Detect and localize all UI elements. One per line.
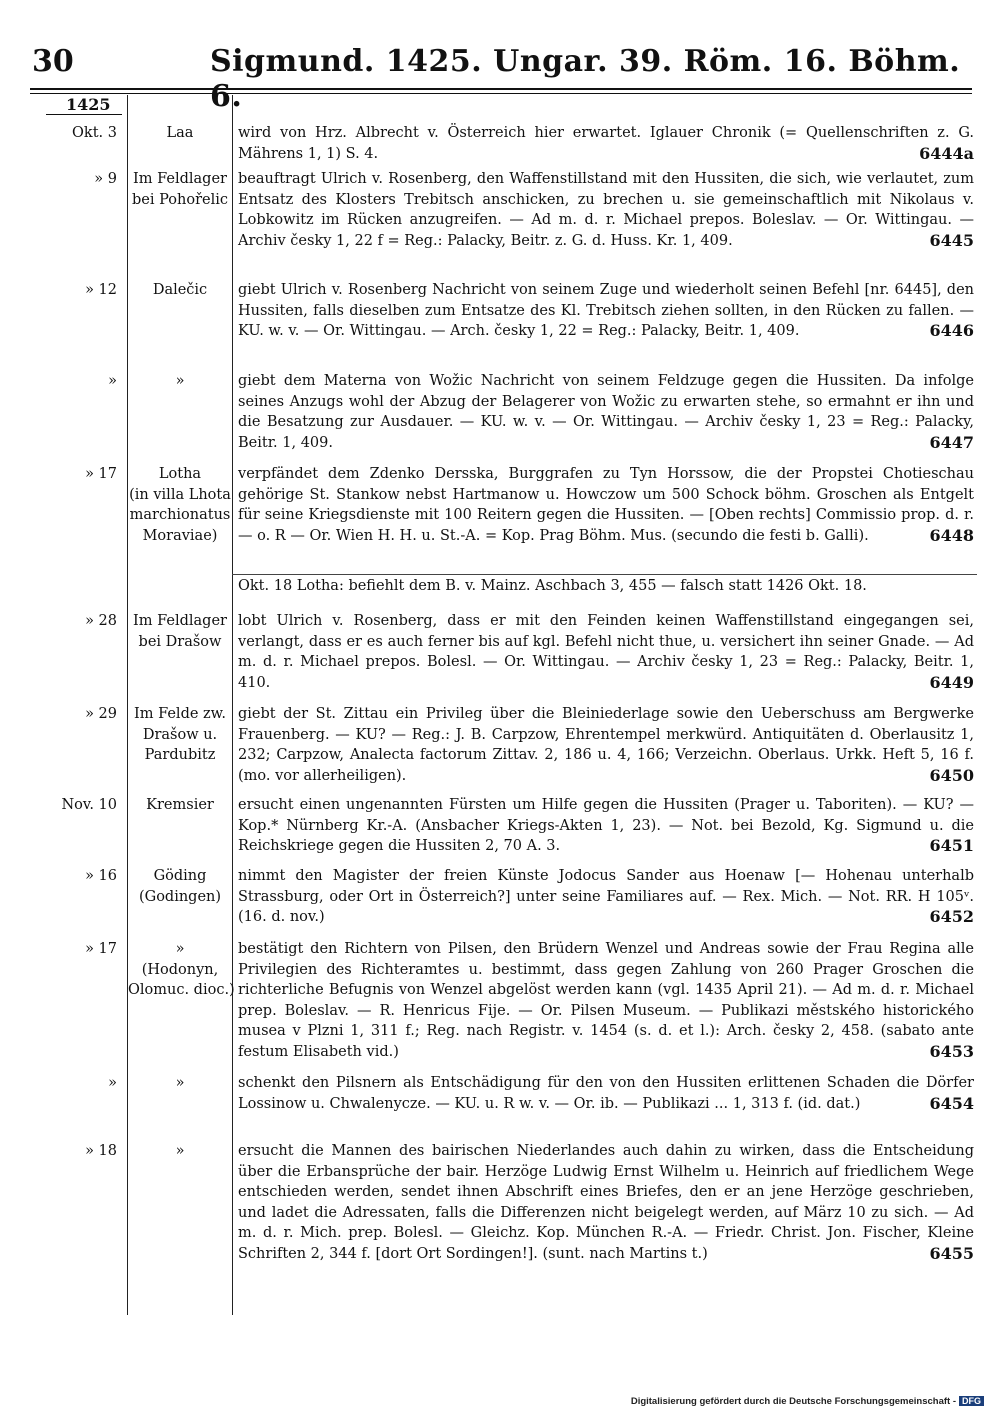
entry-place-line: Pardubitz (144, 747, 216, 763)
entry-place-line: Im Feldlager (133, 171, 227, 187)
entry-number: 6455 (929, 1243, 974, 1263)
entry-place (128, 371, 232, 392)
entry-text (238, 795, 974, 857)
note-rule (232, 574, 977, 575)
entry-number: 6453 (929, 1041, 974, 1061)
correction-note: Okt. 18 Lotha: befiehlt dem B. v. Mainz. Aschbach 3, 455 — falsch statt 1426 Okt. 18. (238, 578, 867, 594)
entry-text (238, 866, 974, 928)
year-rule (46, 114, 122, 115)
entry-text (238, 169, 974, 251)
entry-number: 6446 (929, 321, 974, 340)
entry-place-line: (Godingen) (138, 888, 222, 905)
entry-number: 6454 (929, 1093, 974, 1113)
entry-place-line: » (175, 1143, 185, 1159)
entry-body: nimmt den Magister der freien Künste Jodocus Sander aus Hoenaw [— Hohenau unterhalb Strassburg, oder Ort in Österreich?] unter seine Familiares auf. — Rex. Mich. — Not. RR. H 105ᵛ. (16. d. nov.) (238, 868, 974, 925)
entry-body: ersucht einen ungenannten Fürsten um Hilfe gegen die Hussiten (Prager u. Taboriten). — KU? — Kop.* Nürnberg Kr.-A. (Ansbacher Kriegs-Akten 1, 23). — Not. bei Bezold, Kg. Sigmund u. die Reichskriege gegen die Hussiten 2, 70 A. 3. (238, 797, 974, 854)
entry-body: wird von Hrz. Albrecht v. Österreich hier erwartet. Iglauer Chronik (= Quellenschriften z. G. Mährens 1, 1) S. 4. (238, 125, 974, 162)
entry-date: » 17 (85, 941, 117, 957)
entry-date: » 16 (85, 868, 117, 884)
entry-body: schenkt den Pilsnern als Entschädigung für den von den Hussiten erlittenen Schaden die Dörfer Lossinow u. Chwalenycze. — KU. u. R w. v. — Or. ib. — Publikazi ... 1, 313 f. (id. dat.) (238, 1075, 974, 1112)
entry-number: 6447 (929, 432, 974, 452)
entry-text (238, 704, 974, 786)
header-rule-thin (30, 93, 972, 94)
page-title: Sigmund. 1425. Ungar. 39. Röm. 16. Böhm. 6. (210, 44, 961, 114)
entry-place-line: Moraviae) (142, 527, 218, 544)
entry-text (238, 1073, 974, 1114)
entry-place-line: marchionatus (129, 507, 231, 523)
entry-place-line: bei Drašow (138, 633, 222, 650)
entry-place-line: Drašow u. (142, 726, 218, 743)
entry-place-line: Lotha (158, 466, 202, 482)
entry-place (128, 611, 232, 652)
entry-place-line: Im Felde zw. (134, 706, 226, 722)
entry-number: 6445 (929, 230, 974, 250)
entry-place-line: » (175, 941, 185, 957)
entry-place (128, 123, 232, 144)
entry-text (238, 464, 974, 546)
entry-number: 6451 (929, 836, 974, 855)
entry-place-line: bei Pohořelic (132, 191, 228, 208)
header-rule (30, 88, 972, 90)
entry-date: » 17 (85, 466, 117, 482)
entry-date: » 9 (94, 171, 117, 187)
entry-body: beauftragt Ulrich v. Rosenberg, den Waffenstillstand mit den Hussiten, die sich, wie verlautet, zum Entsatz des Klosters Trebitsch anschicken, zu brechen u. sie gemeinschaftlich mit Nikolaus v. Lobkowitz im Rücken anzugreifen. — Ad m. d. r. Michael prepos. Boleslav. — Or. Wittingau. — Archiv česky 1, 22 f = Reg.: Palacky, Beitr. z. G. d. Huss. Kr. 1, 409. (238, 171, 974, 249)
footer-credit (631, 1396, 984, 1407)
entry-date: » 18 (85, 1143, 117, 1159)
entry-date: » 12 (85, 282, 117, 298)
entry-number: 6452 (929, 907, 974, 926)
column-divider-text (232, 95, 233, 1315)
entry-text (238, 123, 974, 164)
entry-date: Nov. 10 (61, 797, 117, 813)
entry-body: giebt der St. Zittau ein Privileg über die Bleiniederlage sowie den Ueberschuss am Bergwerke Frauenberg. — KU? — Reg.: J. B. Carpzow, Ehrentempel merkwürd. Antiquitäten d. Oberlausitz 1, 232; Carpzow, Analecta factorum Zittav. 2, 186 u. 4, 166; Verzeichn. Oberlaus. Urkk. Heft 5, 16 f. (mo. vor allerheiligen). (238, 706, 974, 784)
entry-date: Okt. 3 (72, 125, 117, 141)
entry-body: ersucht die Mannen des bairischen Niederlandes auch dahin zu wirken, dass die Entscheidung über die Erbansprüche der bair. Herzöge Ludwig Ernst Wilhelm u. Heinrich auf friedlichem Wege entschieden werden, sendet ihnen Abschrift eines Briefes, den er an jene Herzöge geschrieben, und ladet die Adressaten, falls die Differenzen nicht beigelegt werden, auf März 10 zu sich. — Ad m. d. r. Mich. prep. Bolesl. — Gleichz. Kop. München R.-A. — Friedr. Christ. Jon. Fischer, Kleine Schriften 2, 344 f. [dort Ort Sordingen!]. (sunt. nach Martins t.) (238, 1143, 974, 1262)
entry-place (128, 939, 235, 1001)
entry-place-line: Laa (166, 125, 194, 141)
footer-text: Digitalisierung gefördert durch die Deutsche Forschungsgemeinschaft - (630, 1396, 956, 1407)
entry-number: 6449 (929, 672, 974, 692)
entry-place (128, 795, 232, 816)
entry-place-line: » (175, 373, 185, 389)
entry-text (238, 280, 974, 342)
entry-date: » (108, 1075, 117, 1091)
entry-place-line: Kremsier (146, 797, 214, 813)
entry-date: » 28 (85, 613, 117, 629)
entry-text (238, 371, 974, 453)
year-heading: 1425 (66, 95, 111, 114)
entry-place (128, 1141, 232, 1162)
entry-place (128, 866, 232, 907)
entry-place-line: (in villa Lhota (129, 486, 231, 503)
entry-place (128, 1073, 232, 1094)
entry-place-line: Göding (153, 868, 207, 884)
entry-place-line: Im Feldlager (133, 613, 227, 629)
entry-number: 6448 (929, 525, 974, 545)
entry-number: 6444a (919, 143, 974, 163)
dfg-logo: DFG (959, 1396, 984, 1406)
entry-place-line: » (175, 1075, 185, 1091)
entry-place (128, 704, 232, 766)
entry-place (128, 464, 232, 546)
entry-text (238, 939, 974, 1062)
entry-date: » 29 (85, 706, 117, 722)
entry-body: giebt Ulrich v. Rosenberg Nachricht von seinem Zuge und wiederholt seinen Befehl [nr. 6445], den Hussiten, falls dieselben zum Entsatze des Kl. Trebitsch ziehen sollten, in den Rücken zu fallen. — KU. w. v. — Or. Wittingau. — Arch. česky 1, 22 = Reg.: Palacky, Beitr. 1, 409. (238, 282, 974, 339)
entry-body: bestätigt den Richtern von Pilsen, den Brüdern Wenzel und Andreas sowie der Frau Regina alle Privilegien des Richteramtes u. bestimmt, dass gegen Zahlung von 260 Prager Groschen die richterliche Befugnis von Wenzel abgelöst werden kann (vgl. 1435 April 21). — Ad m. d. r. Michael prep. Boleslav. — R. Henricus Fije. — Or. Pilsen Museum. — Publikazi městského historického musea v Plzni 1, 311 f.; Reg. nach Registr. v. 1454 (s. d. et l.): Arch. česky 2, 458. (sabato ante festum Elisabeth vid.) (238, 941, 974, 1060)
entry-body: giebt dem Materna von Wožic Nachricht von seinem Feldzuge gegen die Hussiten. Da infolge seines Anzugs wohl der Abzug der Belagerer von Wožic zu erwarten stehe, so ermahnt er ihn und die Besatzung zur Ausdauer. — KU. w. v. — Or. Wittingau. — Archiv česky 1, 23 = Reg.: Palacky, Beitr. 1, 409. (238, 373, 974, 451)
entry-place (128, 280, 232, 301)
page-number: 30 (32, 44, 74, 79)
entry-place (128, 169, 232, 210)
entry-number: 6450 (929, 765, 974, 785)
entry-text (238, 1141, 974, 1264)
entry-place-line: Dalečic (152, 282, 208, 298)
entry-place-line: (Hodonyn, (141, 961, 219, 978)
entry-text (238, 611, 974, 693)
entry-body: verpfändet dem Zdenko Dersska, Burggrafen zu Tyn Horssow, die der Propstei Chotieschau gehörige St. Stankow nebst Hartmanow u. Howczow um 500 Schock böhm. Groschen als Entgelt für seine Kriegsdienste mit 100 Reitern gegen die Hussiten. — [Oben rechts] Commissio prop. d. r. — o. R — Or. Wien H. H. u. St.-A. = Kop. Prag Böhm. Mus. (secundo die festi b. Galli). (238, 466, 974, 544)
entry-body: lobt Ulrich v. Rosenberg, dass er mit den Feinden keinen Waffenstillstand eingegangen sei, verlangt, dass er es auch ferner bis auf kgl. Befehl nicht thue, u. versichert ihn seiner Gnade. — Ad m. d. r. Michael prepos. Bolesl. — Or. Wittingau. — Archiv česky 1, 23 = Reg.: Palacky, Beitr. 1, 410. (238, 613, 974, 691)
entry-place-line: Olomuc. dioc.) (128, 982, 235, 998)
entry-date: » (108, 373, 117, 389)
